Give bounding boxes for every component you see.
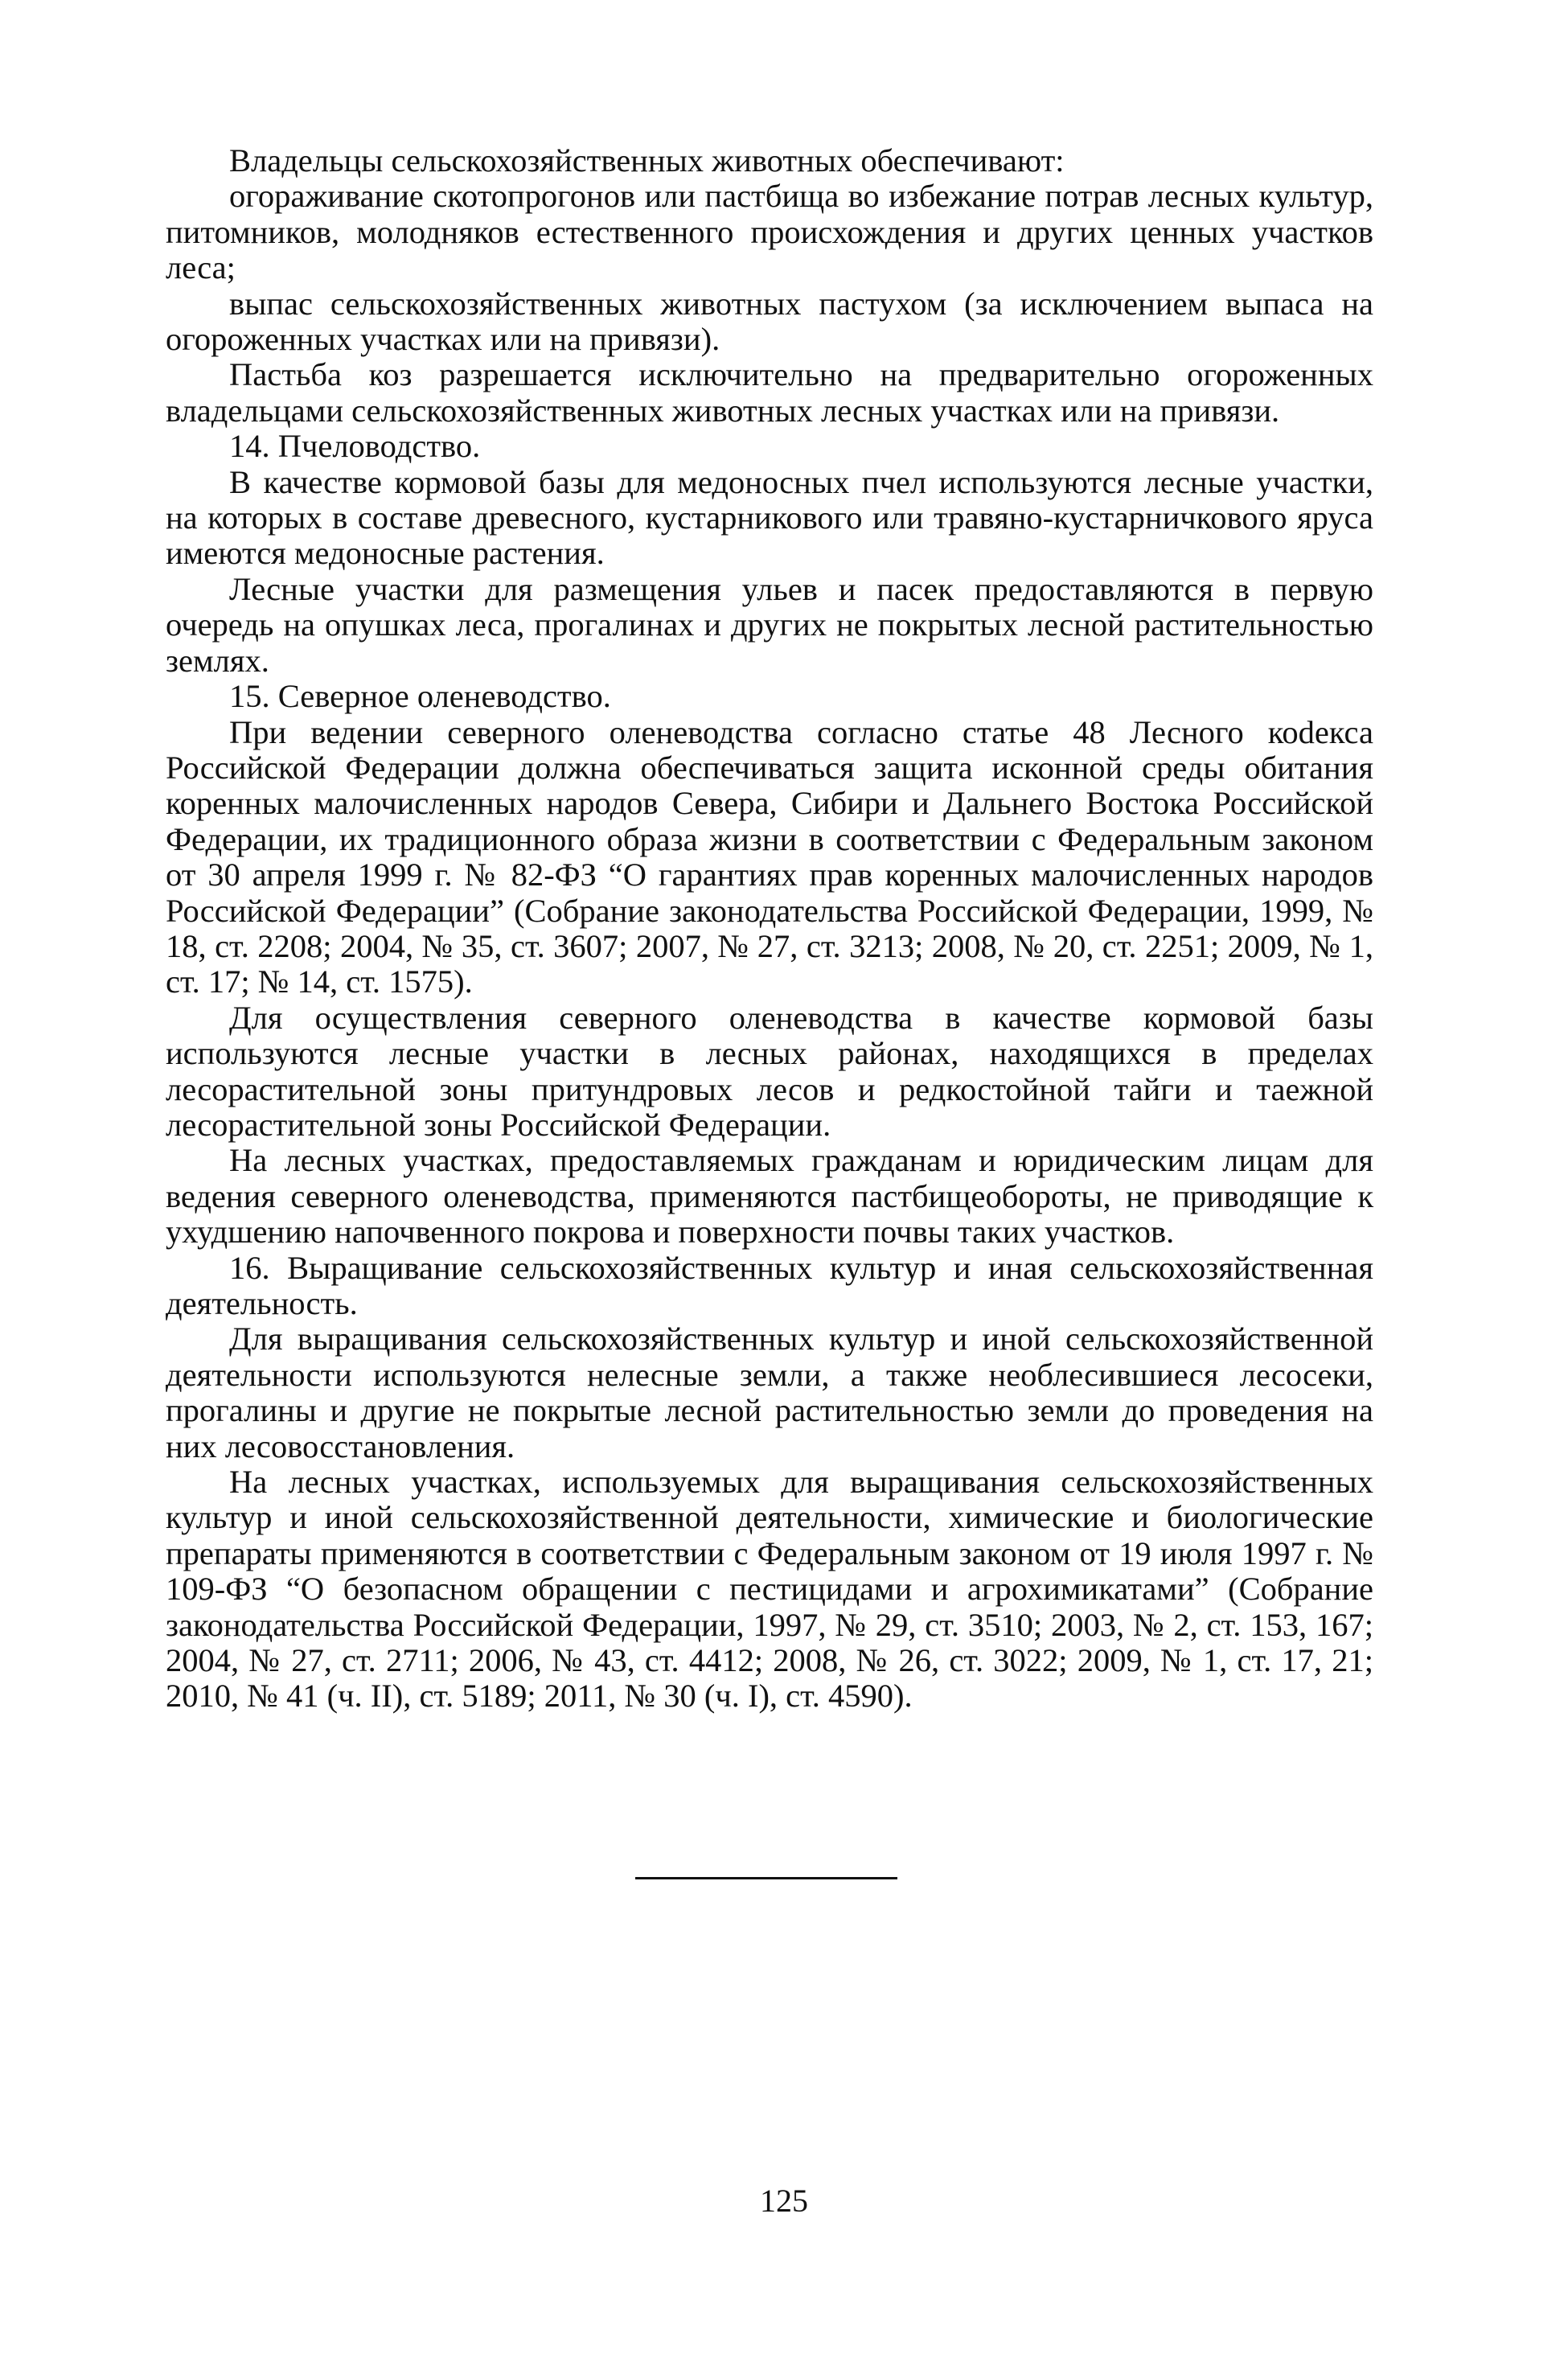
paragraph-goat-grazing: Пастьба коз разрешается исключительно на предварительно огороженных владельцами сельскохозяйственных животных лесных участках или на привязи. [166, 356, 1373, 429]
section-heading-reindeer-herding: 15. Северное оленеводство. [229, 678, 611, 715]
end-divider-rule [635, 1877, 897, 1879]
paragraph-owners-obligations: Владельцы сельскохозяйственных животных обеспечивают: [229, 142, 1065, 179]
paragraph-pasture-rotation: На лесных участках, предоставляемых гражданам и юридическим лицам для ведения северного оленеводства, применяются пастбищеобороты, не приводящие к ухудшению напочвенного покрова и поверхности почвы таких участков. [166, 1142, 1373, 1251]
paragraph-reindeer-forage: Для осуществления северного оленеводства в качестве кормовой базы используются лесные участки в лесных районах, находящихся в пределах лесорастительной зоны притундровых лесов и редкостойной тайги и таежной лесорастительной зоны Российской Федерации. [166, 999, 1373, 1143]
paragraph-herding: выпас сельскохозяйственных животных пастухом (за исключением выпаса на огороженных участках или на привязи). [166, 285, 1373, 358]
paragraph-bee-forage: В качестве кормовой базы для медоносных пчел используются лесные участки, на которых в составе древесного, кустарникового или травяно-кустарничкового яруса имеются медоносные растения. [166, 463, 1373, 572]
page-number: 125 [760, 2183, 808, 2219]
document-body [166, 143, 1373, 1715]
section-heading-beekeeping: 14. Пчеловодство. [229, 428, 481, 465]
paragraph-agriculture-lands: Для выращивания сельскохозяйственных культур и иной сельскохозяйственной деятельности используются нелесные земли, а также необлесившиеся лесосеки, прогалины и другие не покрытые лесной растительностью земли до проведения на них лесовосстановления. [166, 1320, 1373, 1464]
section-heading-agriculture: 16. Выращивание сельскохозяйственных культур и иная сельскохозяйственная деятельность. [166, 1249, 1373, 1321]
paragraph-pesticides-law: На лесных участках, используемых для выращивания сельскохозяйственных культур и иной сельскохозяйственной деятельности, химические и биологические препараты применяются в соответствии с Федеральным законом от 19 июля 1997 г. № 109-ФЗ “О безопасном обращении с пестицидами и агрохимикатами” (Собрание законодательства Российской Федерации, 1997, № 29, ст. 3510; 2003, № 2, ст. 153, 167; 2004, № 27, ст. 2711; 2006, № 43, ст. 4412; 2008, № 26, ст. 3022; 2009, № 1, ст. 17, 21; 2010, № 41 (ч. II), ст. 5189; 2011, № 30 (ч. I), ст. 4590). [166, 1464, 1373, 1715]
paragraph-reindeer-law: При ведении северного оленеводства согласно статье 48 Лесного коdекса Российской Федерации должна обеспечиваться защита исконной среды обитания коренных малочисленных народов Севера, Сибири и Дальнего Востока Российской Федерации, их традиционного образа жизни в соответствии с Федеральным законом от 30 апреля 1999 г. № 82-ФЗ “О гарантиях прав коренных малочисленных народов Российской Федерации” (Собрание законодательства Российской Федерации, 1999, № 18, ст. 2208; 2004, № 35, ст. 3607; 2007, № 27, ст. 3213; 2008, № 20, ст. 2251; 2009, № 1, ст. 17; № 14, ст. 1575). [166, 713, 1373, 1000]
paragraph-fencing: огораживание скотопрогонов или пастбища во избежание потрав лесных культур, питомников, молодняков естественного происхождения и других ценных участков леса; [166, 178, 1373, 286]
paragraph-hive-placement: Лесные участки для размещения ульев и пасек предоставляются в первую очередь на опушках леса, прогалинах и других не покрытых лесной растительностью землях. [166, 570, 1373, 679]
